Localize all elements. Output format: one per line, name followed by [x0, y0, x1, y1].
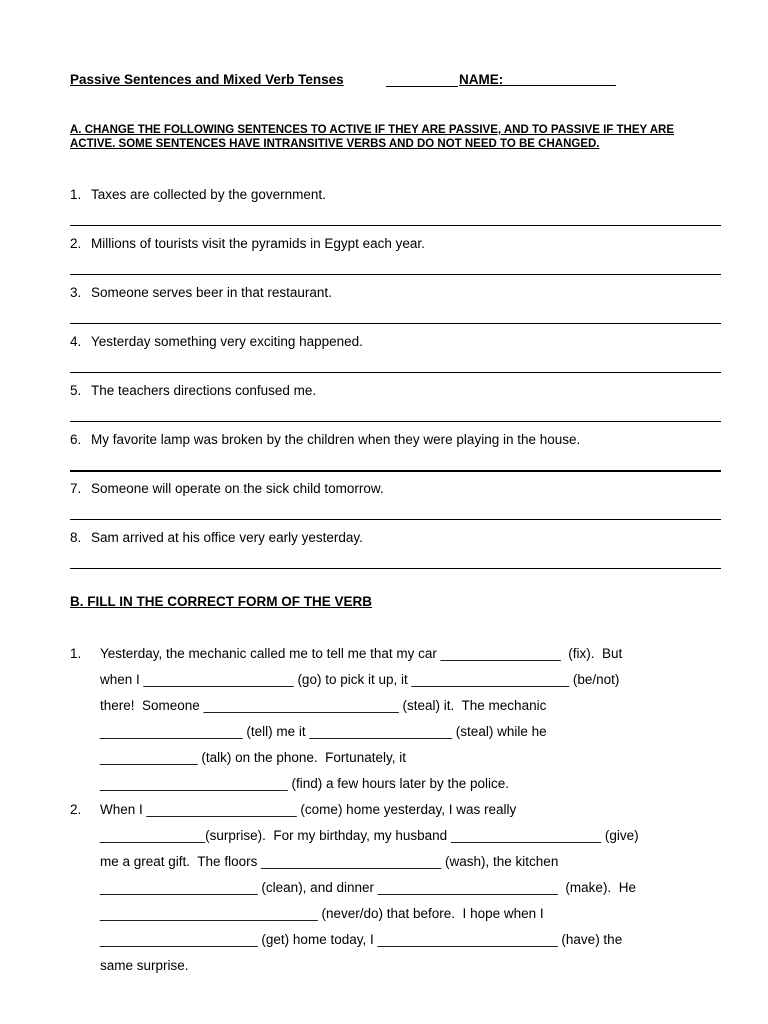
question-a-6	[70, 432, 720, 472]
question-text: My favorite lamp was broken by the children when they were playing in the house.	[91, 432, 581, 447]
fill-line: when I ____________________ (go) to pick it up, it _____________________ (be/not)	[100, 672, 620, 687]
question-number: 5.	[70, 383, 82, 398]
question-a-2	[70, 236, 720, 276]
fill-line: When I ____________________ (come) home yesterday, I was really	[100, 802, 517, 817]
title-underline-gap	[386, 86, 458, 87]
fill-line: _____________________________ (never/do) that before. I hope when I	[100, 906, 544, 921]
question-number: 3.	[70, 285, 82, 300]
answer-line[interactable]	[70, 274, 721, 275]
question-text: Sam arrived at his office very early yesterday.	[91, 530, 363, 545]
section-b-heading: B. FILL IN THE CORRECT FORM OF THE VERB	[70, 594, 372, 609]
fill-line: there! Someone __________________________ (steal) it. The mechanic	[100, 698, 547, 713]
question-a-3	[70, 285, 720, 325]
question-a-1	[70, 187, 720, 227]
fill-line: Yesterday, the mechanic called me to tell me that my car ________________ (fix). But	[100, 646, 623, 661]
answer-line[interactable]	[70, 519, 721, 520]
question-text: Taxes are collected by the government.	[91, 187, 326, 202]
fill-line: ______________(surprise). For my birthday, my husband ____________________ (give)	[100, 828, 639, 843]
question-a-5	[70, 383, 720, 423]
question-number: 6.	[70, 432, 82, 447]
question-text: Yesterday something very exciting happened.	[91, 334, 363, 349]
question-number: 2.	[70, 236, 82, 251]
question-a-8	[70, 530, 720, 570]
fill-line: _________________________ (find) a few hours later by the police.	[100, 776, 510, 791]
fill-line: me a great gift. The floors ________________________ (wash), the kitchen	[100, 854, 559, 869]
name-field-label: NAME:_______________	[459, 72, 616, 87]
question-text: Someone serves beer in that restaurant.	[91, 285, 332, 300]
question-number: 1.	[70, 187, 82, 202]
question-text: The teachers directions confused me.	[91, 383, 317, 398]
answer-line[interactable]	[70, 421, 721, 422]
fill-line: ___________________ (tell) me it ___________________ (steal) while he	[100, 724, 547, 739]
question-a-7	[70, 481, 720, 521]
question-text: Someone will operate on the sick child tomorrow.	[91, 481, 384, 496]
question-text: Millions of tourists visit the pyramids in Egypt each year.	[91, 236, 425, 251]
worksheet-title: Passive Sentences and Mixed Verb Tenses	[70, 72, 344, 87]
answer-line[interactable]	[70, 568, 721, 569]
item-number: 2.	[70, 802, 82, 817]
header	[70, 72, 710, 90]
answer-line[interactable]	[70, 372, 721, 373]
question-number: 7.	[70, 481, 82, 496]
fill-line: _____________________ (get) home today, I ________________________ (have) the	[100, 932, 623, 947]
section-a-instructions: A. CHANGE THE FOLLOWING SENTENCES TO ACTIVE IF THEY ARE PASSIVE, AND TO PASSIVE IF THEY ARE ACTIVE. SOME SENTENCES HAVE INTRANSITIVE VERBS AND DO NOT NEED TO BE CHANGED.	[70, 124, 675, 150]
question-number: 8.	[70, 530, 82, 545]
answer-line[interactable]	[70, 225, 721, 226]
item-number: 1.	[70, 646, 82, 661]
question-number: 4.	[70, 334, 82, 349]
fill-line: same surprise.	[100, 958, 189, 973]
answer-line[interactable]	[70, 470, 721, 472]
answer-line[interactable]	[70, 323, 721, 324]
fill-line: _____________________ (clean), and dinner ________________________ (make). He	[100, 880, 636, 895]
fill-line: _____________ (talk) on the phone. Fortunately, it	[100, 750, 406, 765]
question-a-4	[70, 334, 720, 374]
